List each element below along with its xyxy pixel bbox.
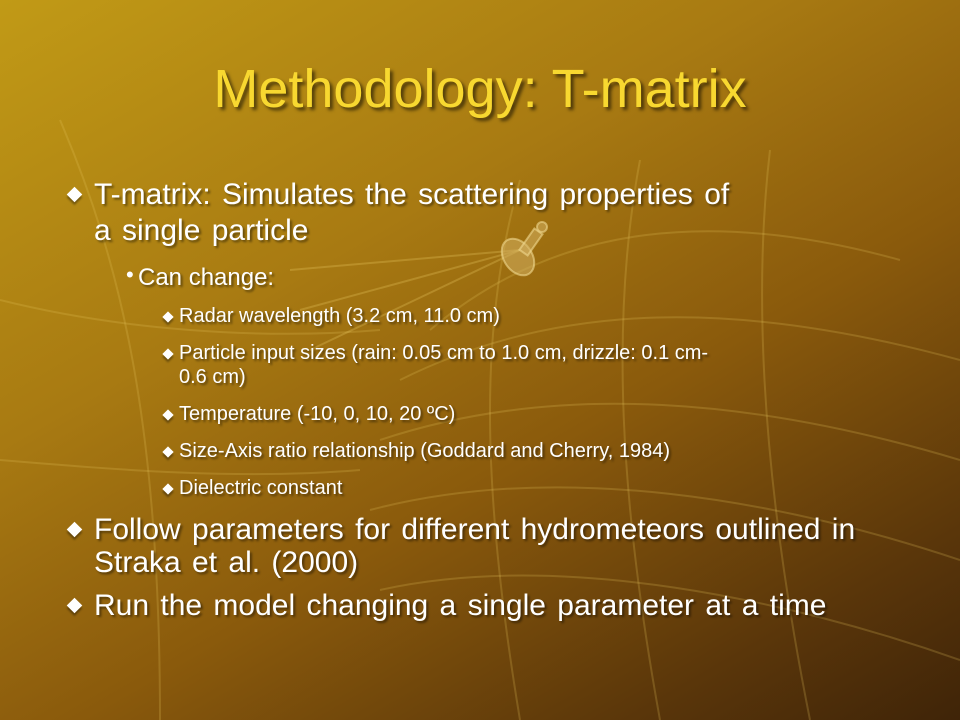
diamond-bullet-icon — [162, 311, 173, 322]
bullet-1-line-2: a single particle — [94, 214, 309, 247]
item-dielectric-constant: Dielectric constant — [179, 477, 343, 499]
diamond-bullet-icon — [162, 483, 173, 494]
slide-title: Methodology: T-matrix — [213, 59, 747, 119]
diamond-bullet-icon — [67, 598, 83, 614]
bullet-3: Run the model changing a single parameter at a time — [94, 589, 827, 622]
item-radar-wavelength: Radar wavelength (3.2 cm, 11.0 cm) — [179, 305, 500, 327]
item-particle-sizes-line-2: 0.6 cm) — [179, 366, 246, 388]
bullet-2-line-2: Straka et al. (2000) — [94, 546, 359, 579]
diamond-bullet-icon — [162, 409, 173, 420]
item-temperature: Temperature (-10, 0, 10, 20 ºC) — [179, 403, 456, 425]
bullet-1-line-1: T-matrix: Simulates the scattering properties of — [94, 178, 730, 211]
bullet-2-line-1: Follow parameters for different hydrometeors outlined in — [94, 513, 856, 546]
round-dot-bullet: • — [126, 262, 134, 287]
diamond-bullet-icon — [67, 522, 83, 538]
diamond-bullet-icon — [162, 446, 173, 457]
diamond-bullet-icon — [67, 187, 83, 203]
sub-bullet-can-change: Can change: — [138, 264, 275, 291]
item-particle-sizes-line-1: Particle input sizes (rain: 0.05 cm to 1.0 cm, drizzle: 0.1 cm- — [179, 342, 709, 364]
item-size-axis-ratio: Size-Axis ratio relationship (Goddard and Cherry, 1984) — [179, 440, 670, 462]
diamond-bullet-icon — [162, 348, 173, 359]
